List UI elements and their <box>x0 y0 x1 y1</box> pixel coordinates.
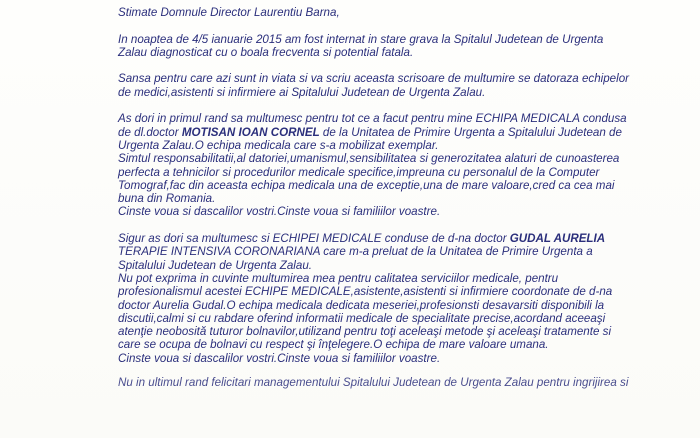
team-prefix: Sigur as dori sa multumesc si ECHIPEI MEDICALE conduse de d-na doctor <box>118 232 510 246</box>
paragraph-2-line-1: Sansa pentru care azi sunt in viata si va scriu aceasta scrisoare de multumire se datoraza echipelor <box>118 72 630 86</box>
doctor-name-gudal: GUDAL AURELIA <box>509 232 606 246</box>
paragraph-1-line-2: Zalau diagnosticat cu o boala frecventa si potential fatala. <box>118 45 414 59</box>
doctor-name-motisan: MOTISAN IOAN CORNEL <box>181 125 320 139</box>
paragraph-4-line-4: Nu pot exprima in cuvinte multumirea mea pentru calitatea serviciilor medicale, pentru <box>118 271 559 285</box>
salutation: Stimate Domnule Director Laurentiu Barna, <box>118 6 340 19</box>
paragraph-2-line-2: de medici,asistenti si infirmiere ai Spitalului Judetean de Urgenta Zalau. <box>118 85 486 99</box>
paragraph-3-line-4: Simtul responsabilitatii,al datoriei,umanismul,sensibilitatea si generozitatea alaturi de cunoasterea <box>118 152 620 166</box>
paragraph-4-line-6: doctor Aurelia Gudal.O echipa medicala dedicata meseriei,profesionsti desavarsiti disponibili la <box>118 298 605 312</box>
paragraph-4-line-7: discutii,calmi si cu rabdare oferind informatii medicale de specialitate precise,acordand aceeaşi <box>118 311 606 325</box>
paragraph-4-line-8: atenţie neobosită tuturor bolnavilor,utilizand pentru toţi aceleaşi metode şi aceleaşi tratamente si <box>118 325 612 339</box>
paragraph-5-line-1: Nu in ultimul rand felicitari managementului Spitalului Judetean de Urgenta Zalau pentru ingrijirea si <box>118 376 629 390</box>
paragraph-gap <box>118 19 678 32</box>
paragraph-3-line-7: buna din Romania. <box>118 192 216 206</box>
paragraph-gap <box>118 99 678 112</box>
paragraph-4-line-10: Cinste voua si dascalilor vostri.Cinste voua si familiilor voastre. <box>118 351 441 365</box>
paragraph-1-line-1: In noaptea de 4/5 ianuarie 2015 am fost internat in stare grava la Spitalul Judetean de Urgenta <box>118 32 604 46</box>
paragraph-gap <box>118 59 678 72</box>
paragraph-3-line-5: perfecta a tehnicilor si procedurilor medicale specifice,impreuna cu personalul de la Computer <box>118 165 600 179</box>
paragraph-gap <box>118 219 678 232</box>
paragraph-3-line-2 <box>118 126 678 139</box>
paragraph-4-line-9: care se ocupa de bolnavi cu respect şi înţelegere.O echipa de mare valoare umana. <box>118 338 549 352</box>
paragraph-3-line-3: Urgenta Zalau.O echipa medicala care s-a mobilizat exemplar. <box>118 138 439 152</box>
paragraph-gap <box>118 365 678 376</box>
paragraph-4-line-5: profesionalismul acestei ECHIPE MEDICALE,asistente,asistenti si infirmiere coordonate de d-na <box>118 285 613 299</box>
paragraph-4-line-1 <box>118 232 678 245</box>
paragraph-3-line-8: Cinste voua si dascalilor vostri.Cinste voua si familiilor voastre. <box>118 205 441 219</box>
letter-body <box>118 6 678 389</box>
paragraph-4-line-3: Spitalului Judetean de Urgenta Zalau. <box>118 258 313 272</box>
doctor-name-suffix: de la Unitatea de Primire Urgenta a Spitalului Judetean de <box>319 125 622 139</box>
paragraph-3-line-1: As dori in primul rand sa multumesc pentru tot ce a facut pentru mine ECHIPA MEDICALA condusa <box>118 112 627 126</box>
paragraph-4-line-2: TERAPIE INTENSIVA CORONARIANA care m-a preluat de la Unitatea de Primire Urgenta a <box>118 245 593 259</box>
paragraph-3-line-6: Tomograf,fac din aceasta echipa medicala una de exceptie,una de mare valoare,cred ca cea mai <box>118 178 615 192</box>
doctor-name-prefix: de dl.doctor <box>118 125 182 139</box>
